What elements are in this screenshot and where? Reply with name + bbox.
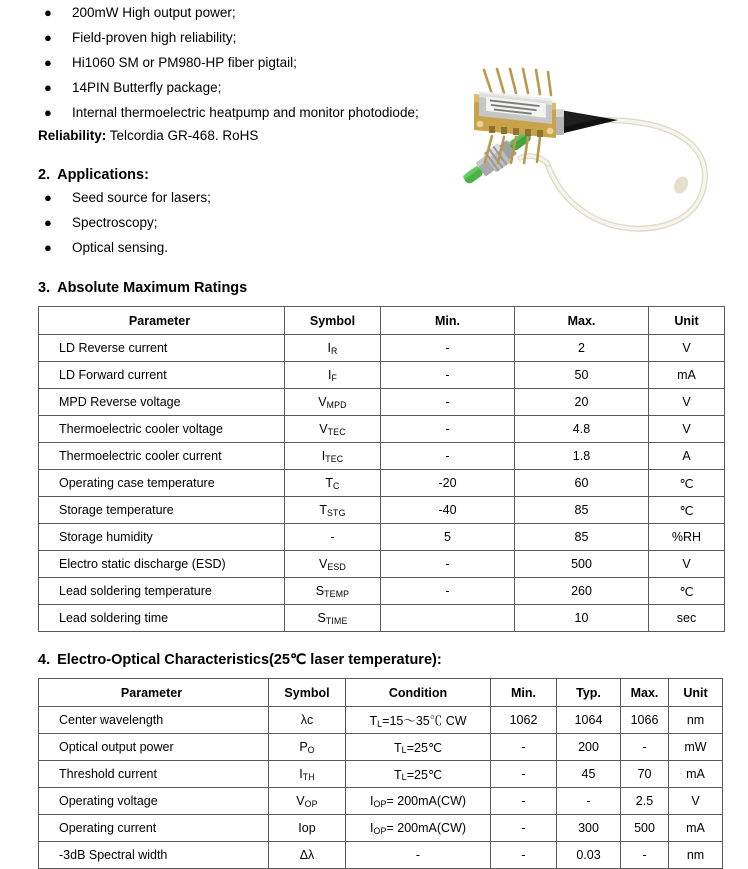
table-header-row — [39, 679, 723, 707]
table-body — [39, 335, 725, 632]
table-row — [39, 578, 725, 605]
symbol-base: I — [369, 821, 374, 835]
symbol-subscript: C — [333, 480, 340, 491]
cell-min: -40 — [381, 497, 515, 524]
cell-symbol — [269, 842, 346, 869]
table-row — [39, 761, 723, 788]
cell-typ: - — [557, 788, 621, 815]
symbol-base: V — [296, 794, 305, 808]
cell-max: 10 — [515, 605, 649, 632]
cell-max: 70 — [621, 761, 669, 788]
cell-condition — [346, 761, 491, 788]
cell-min: - — [381, 443, 515, 470]
cell-min: - — [491, 842, 557, 869]
cell-parameter: Lead soldering time — [39, 605, 285, 632]
cell-unit: mW — [669, 734, 723, 761]
cell-min — [381, 605, 515, 632]
section-title: Electro-Optical Characteristics(25℃ laser temperature): — [57, 652, 442, 668]
cell-parameter: Operating case temperature — [39, 470, 285, 497]
application-text: Optical sensing. — [72, 240, 169, 255]
cell-symbol — [285, 605, 381, 632]
cell-parameter: Thermoelectric cooler voltage — [39, 416, 285, 443]
cell-min: - — [381, 362, 515, 389]
cell-max: 1.8 — [515, 443, 649, 470]
cell-symbol — [285, 362, 381, 389]
table-row — [39, 389, 725, 416]
cell-unit: V — [669, 788, 723, 815]
bullet-icon: ● — [44, 215, 52, 230]
cell-symbol — [269, 761, 346, 788]
cell-parameter: Storage temperature — [39, 497, 285, 524]
symbol-base: T — [319, 503, 328, 517]
symbol-base: S — [317, 611, 326, 625]
table-row — [39, 788, 723, 815]
symbol-subscript: TEC — [325, 453, 344, 464]
symbol-subscript: R — [330, 345, 338, 356]
cell-parameter: -3dB Spectral width — [39, 842, 269, 869]
cell-min: - — [381, 551, 515, 578]
cell-max: - — [621, 842, 669, 869]
cell-min: -20 — [381, 470, 515, 497]
section-number: 3. — [38, 280, 51, 296]
cell-symbol — [285, 497, 381, 524]
product-photo-illustration — [452, 58, 744, 253]
table-body — [39, 707, 723, 869]
reliability-label: Reliability: — [38, 128, 107, 143]
section-number: 2. — [38, 167, 51, 183]
symbol-base: I — [299, 767, 303, 781]
cell-unit: mA — [669, 815, 723, 842]
cell-min: - — [381, 578, 515, 605]
condition-rest: =25℃ — [406, 767, 442, 782]
cell-unit: nm — [669, 842, 723, 869]
symbol-base: T — [394, 740, 402, 755]
symbol-base: V — [319, 422, 328, 436]
section-title: Applications: — [57, 167, 149, 183]
symbol-subscript: OP — [373, 798, 387, 809]
absolute-max-heading — [38, 278, 748, 298]
cell-condition — [346, 815, 491, 842]
cell-parameter: Operating voltage — [39, 788, 269, 815]
application-text: Spectroscopy; — [72, 215, 158, 230]
symbol-subscript: MPD — [326, 399, 347, 410]
cell-unit: V — [649, 335, 725, 362]
cell-min: - — [381, 335, 515, 362]
absolute-maximum-ratings-table — [38, 306, 725, 632]
bullet-icon: ● — [44, 30, 52, 45]
cell-symbol — [285, 335, 381, 362]
column-header-min: Min. — [381, 307, 515, 335]
symbol-base: V — [318, 395, 327, 409]
feature-text: Hi1060 SM or PM980-HP fiber pigtail; — [72, 55, 297, 70]
cell-symbol — [285, 416, 381, 443]
reliability-value: Telcordia GR-468. RoHS — [109, 128, 259, 143]
cell-typ: 0.03 — [557, 842, 621, 869]
table-row — [39, 497, 725, 524]
bullet-icon: ● — [44, 105, 52, 120]
table-row — [39, 524, 725, 551]
symbol-base: V — [319, 557, 328, 571]
cell-unit: A — [649, 443, 725, 470]
cell-max: 60 — [515, 470, 649, 497]
cell-min: - — [381, 389, 515, 416]
cell-parameter: Operating current — [39, 815, 269, 842]
cell-parameter: Optical output power — [39, 734, 269, 761]
cell-parameter: Thermoelectric cooler current — [39, 443, 285, 470]
cell-parameter: Electro static discharge (ESD) — [39, 551, 285, 578]
condition-rest: = 200mA(CW) — [386, 794, 467, 808]
symbol-base: T — [394, 767, 402, 782]
cell-typ: 1064 — [557, 707, 621, 734]
cell-unit: ℃ — [649, 497, 725, 524]
cell-max: 85 — [515, 524, 649, 551]
table-row — [39, 815, 723, 842]
cell-unit: V — [649, 389, 725, 416]
product-photo — [452, 58, 744, 253]
electro-optical-characteristics-table — [38, 678, 723, 869]
bullet-icon: ● — [44, 190, 52, 205]
cell-max: 4.8 — [515, 416, 649, 443]
cell-max: - — [621, 734, 669, 761]
cell-min: - — [491, 734, 557, 761]
cell-unit: nm — [669, 707, 723, 734]
cell-max: 2.5 — [621, 788, 669, 815]
section-number: 4. — [38, 652, 51, 668]
cell-symbol — [269, 788, 346, 815]
cell-typ: 300 — [557, 815, 621, 842]
bullet-icon: ● — [44, 55, 52, 70]
bullet-icon: ● — [44, 5, 52, 20]
cell-parameter: Lead soldering temperature — [39, 578, 285, 605]
symbol-subscript: TEMP — [324, 588, 350, 599]
table-header-row — [39, 307, 725, 335]
condition-rest: = 200mA(CW) — [386, 821, 467, 835]
symbol-subscript: L — [401, 772, 407, 783]
column-header-typ: Typ. — [557, 679, 621, 707]
symbol-base: P — [299, 740, 308, 754]
cell-typ: 200 — [557, 734, 621, 761]
column-header-unit: Unit — [649, 307, 725, 335]
application-text: Seed source for lasers; — [72, 190, 211, 205]
cell-max: 500 — [515, 551, 649, 578]
table-row — [39, 335, 725, 362]
column-header-symbol: Symbol — [285, 307, 381, 335]
cell-unit: V — [649, 551, 725, 578]
cell-unit: ℃ — [649, 578, 725, 605]
table-row — [39, 362, 725, 389]
symbol-subscript: OP — [373, 825, 387, 836]
list-item — [0, 0, 748, 25]
cell-symbol — [285, 470, 381, 497]
bullet-icon: ● — [44, 240, 52, 255]
cell-symbol — [285, 443, 381, 470]
symbol-base: Iop — [298, 821, 316, 835]
cell-max: 500 — [621, 815, 669, 842]
symbol-subscript: F — [331, 372, 338, 383]
symbol-base: - — [330, 530, 335, 544]
column-header-unit: Unit — [669, 679, 723, 707]
condition-rest: =15～35℃ CW — [382, 714, 467, 728]
cell-max: 2 — [515, 335, 649, 362]
cell-min: - — [491, 761, 557, 788]
symbol-subscript: STG — [327, 507, 346, 518]
cell-condition — [346, 707, 491, 734]
cell-typ: 45 — [557, 761, 621, 788]
cell-condition — [346, 788, 491, 815]
table-row — [39, 707, 723, 734]
cell-max: 20 — [515, 389, 649, 416]
feature-text: Internal thermoelectric heatpump and monitor photodiode; — [72, 105, 419, 120]
cell-min: 5 — [381, 524, 515, 551]
symbol-subscript: O — [307, 744, 315, 755]
cell-condition — [346, 842, 491, 869]
cell-parameter: LD Forward current — [39, 362, 285, 389]
cell-min: - — [381, 416, 515, 443]
symbol-subscript: ESD — [327, 561, 346, 572]
symbol-base: I — [327, 368, 332, 382]
symbol-base: λc — [300, 713, 314, 727]
bullet-icon: ● — [44, 80, 52, 95]
electro-optical-heading — [38, 650, 748, 670]
feature-text: Field-proven high reliability; — [72, 30, 237, 45]
cell-max: 1066 — [621, 707, 669, 734]
column-header-symbol: Symbol — [269, 679, 346, 707]
symbol-base: I — [327, 341, 331, 355]
cell-max: 85 — [515, 497, 649, 524]
cell-unit: ℃ — [649, 470, 725, 497]
cell-symbol — [285, 578, 381, 605]
symbol-subscript: TEC — [327, 426, 346, 437]
column-header-condition: Condition — [346, 679, 491, 707]
cell-min: 1062 — [491, 707, 557, 734]
cell-min: - — [491, 788, 557, 815]
cell-unit: sec — [649, 605, 725, 632]
list-item — [0, 25, 748, 50]
symbol-base: I — [321, 449, 326, 463]
table-row — [39, 443, 725, 470]
table-row — [39, 842, 723, 869]
cell-max: 260 — [515, 578, 649, 605]
cell-unit: mA — [649, 362, 725, 389]
symbol-base: Δλ — [299, 848, 315, 862]
feature-text: 14PIN Butterfly package; — [72, 80, 222, 95]
symbol-base: T — [325, 476, 334, 490]
column-header-max: Max. — [515, 307, 649, 335]
table-row — [39, 551, 725, 578]
cell-condition — [346, 734, 491, 761]
condition-rest: =25℃ — [406, 740, 442, 755]
column-header-max: Max. — [621, 679, 669, 707]
table-row — [39, 470, 725, 497]
cell-parameter: MPD Reverse voltage — [39, 389, 285, 416]
cell-symbol — [269, 815, 346, 842]
table-row — [39, 605, 725, 632]
cell-max: 50 — [515, 362, 649, 389]
cell-parameter: Storage humidity — [39, 524, 285, 551]
cell-symbol — [269, 734, 346, 761]
cell-symbol — [269, 707, 346, 734]
symbol-base: I — [369, 794, 374, 808]
table-row — [39, 734, 723, 761]
column-header-min: Min. — [491, 679, 557, 707]
section-title: Absolute Maximum Ratings — [57, 280, 248, 296]
cell-symbol — [285, 551, 381, 578]
symbol-base: S — [315, 584, 325, 598]
column-header-parameter: Parameter — [39, 307, 285, 335]
symbol-base: - — [415, 848, 421, 862]
symbol-base: T — [369, 714, 378, 728]
column-header-parameter: Parameter — [39, 679, 269, 707]
cell-parameter: Threshold current — [39, 761, 269, 788]
cell-symbol — [285, 524, 381, 551]
table-row — [39, 416, 725, 443]
cell-unit: V — [649, 416, 725, 443]
cell-parameter: Center wavelength — [39, 707, 269, 734]
cell-unit: mA — [669, 761, 723, 788]
symbol-subscript: L — [401, 745, 407, 756]
symbol-subscript: TH — [302, 771, 315, 782]
cell-parameter: LD Reverse current — [39, 335, 285, 362]
symbol-subscript: OP — [304, 798, 318, 809]
symbol-subscript: TIME — [325, 615, 348, 626]
cell-min: - — [491, 815, 557, 842]
cell-symbol — [285, 389, 381, 416]
cell-unit: %RH — [649, 524, 725, 551]
symbol-subscript: L — [377, 718, 383, 729]
feature-text: 200mW High output power; — [72, 5, 236, 20]
